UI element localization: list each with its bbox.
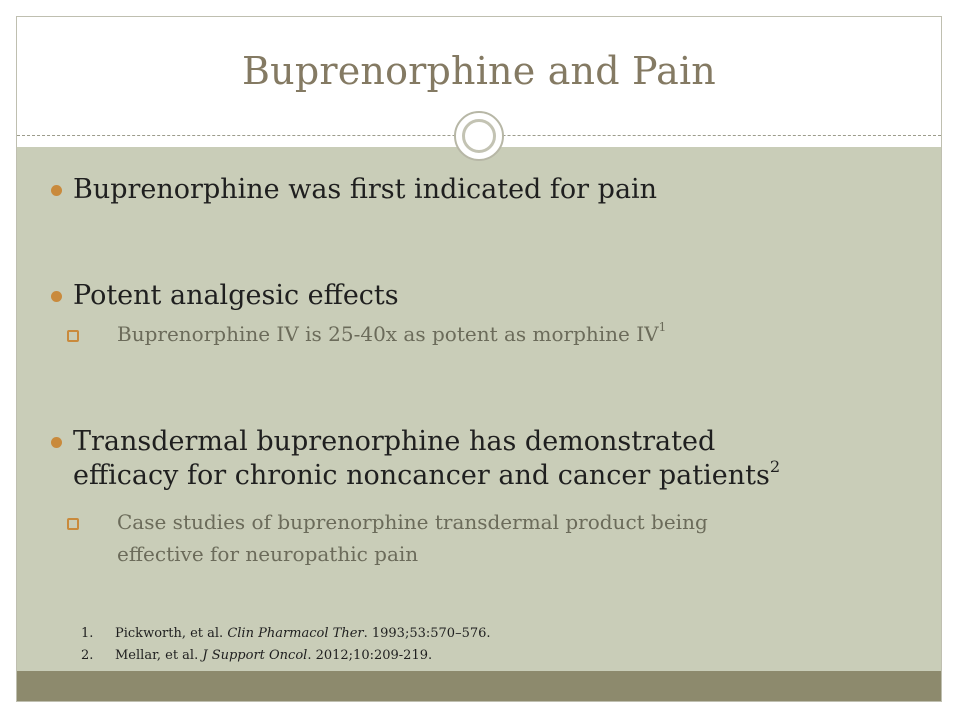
circle-ornament-icon	[454, 111, 504, 161]
bullet-text-line-1: Transdermal buprenorphine has demonstrated	[73, 426, 716, 457]
sub-bullet-text-line-1: Case studies of buprenorphine transdermal product being	[117, 510, 708, 534]
square-bullet-icon	[67, 518, 79, 530]
citation-superscript: 2	[769, 457, 781, 476]
bullet-dot-icon	[51, 291, 62, 302]
slide-title: Buprenorphine and Pain	[242, 49, 716, 93]
footer-band	[17, 671, 941, 702]
sub-bullet-text-line-2: effective for neuropathic pain	[117, 542, 419, 566]
slide-frame	[16, 16, 942, 702]
bullet-dot-icon	[51, 185, 62, 196]
bullet-text: Potent analgesic effects	[73, 280, 399, 311]
square-bullet-icon	[67, 330, 79, 342]
sub-bullet-text: Buprenorphine IV is 25-40x as potent as morphine $IV^1$	[117, 320, 667, 346]
references	[81, 623, 491, 667]
content-area	[17, 147, 941, 671]
citation-superscript: 1	[658, 320, 667, 335]
bullet-dot-icon	[51, 437, 62, 448]
bullet-text-line-2: efficacy for chronic noncancer and cancer patients$^2$	[73, 457, 781, 491]
bullet-text: Buprenorphine was first indicated for pain	[73, 174, 658, 205]
reference-item: 2. Mellar, et al. J Support Oncol. 2012;10:209-219.	[81, 648, 433, 663]
reference-item: 1. Pickworth, et al. Clin Pharmacol Ther. 1993;53:570–576.	[81, 626, 491, 641]
